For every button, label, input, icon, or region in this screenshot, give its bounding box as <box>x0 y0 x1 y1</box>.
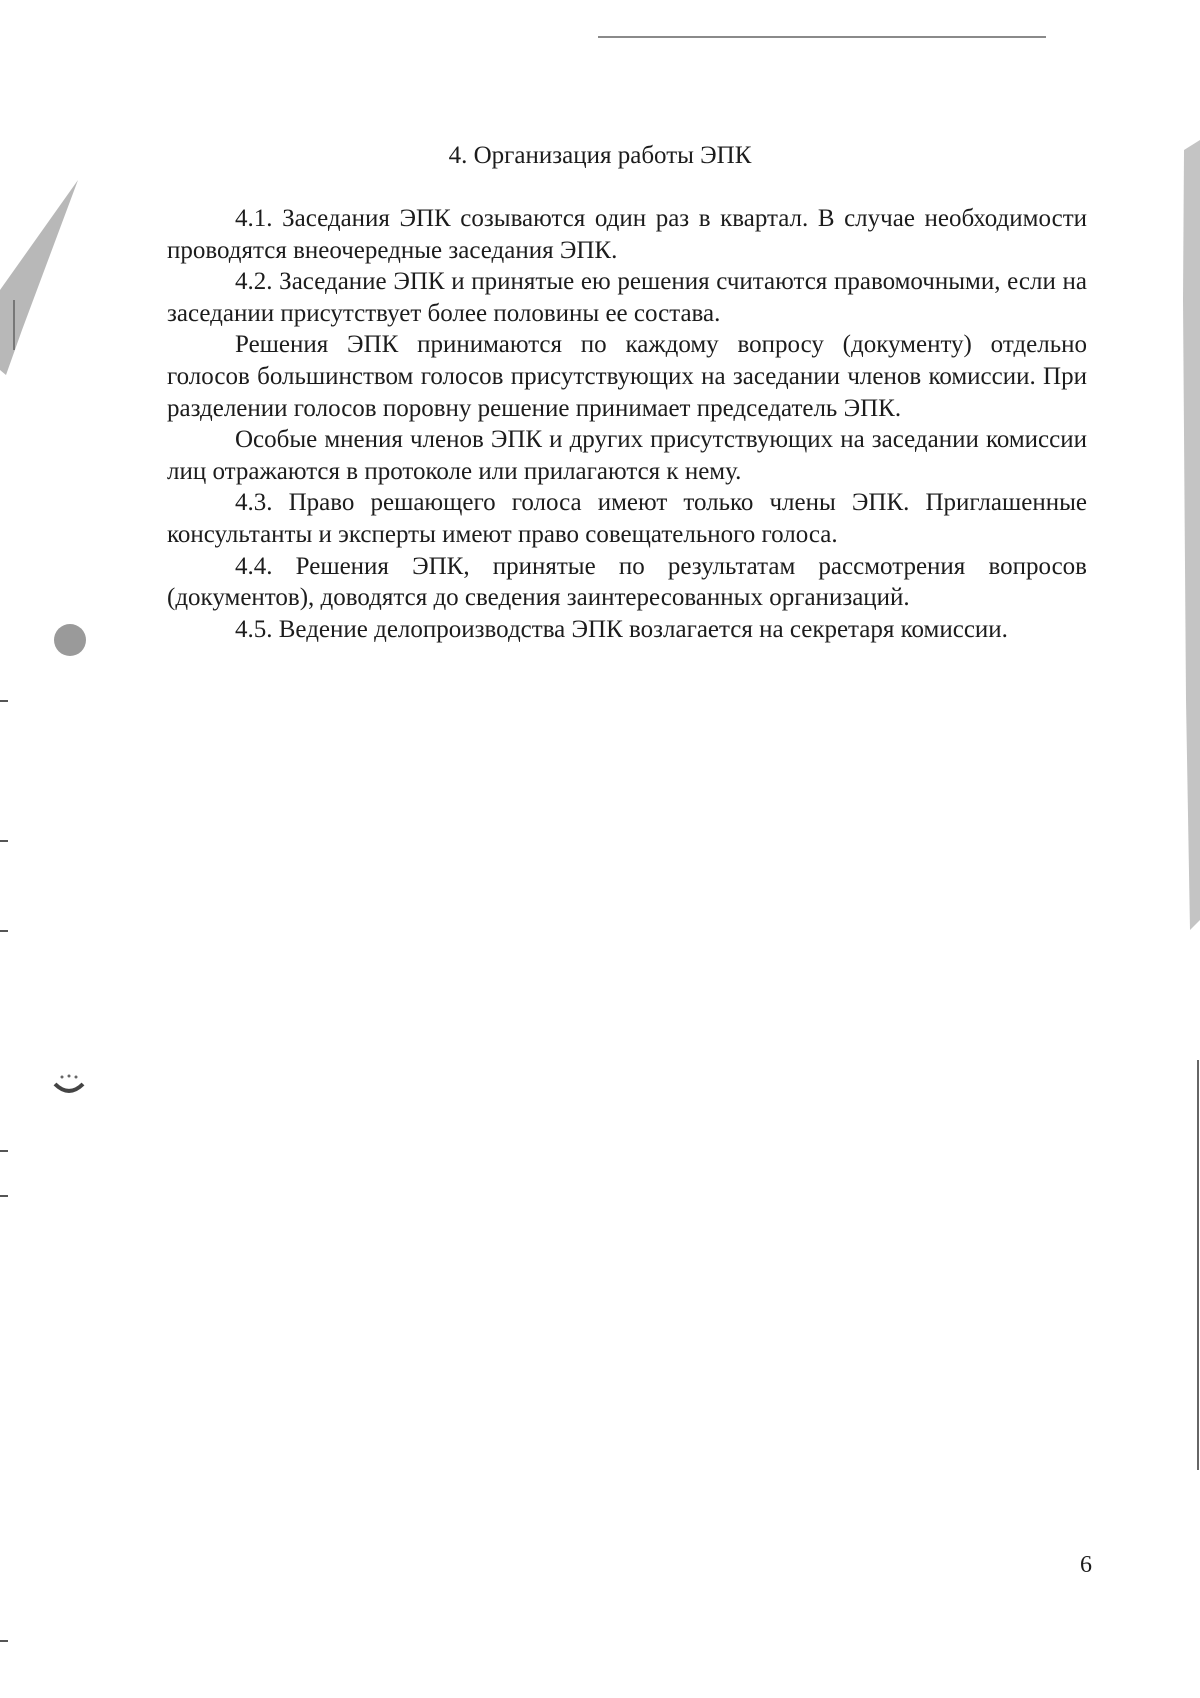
scan-edge-tick <box>0 1195 8 1197</box>
punch-hole-mark <box>54 624 86 656</box>
paragraph-4-1: 4.1. Заседания ЭПК созываются один раз в квартал. В случае необходимости проводятся внеочередные заседания ЭПК. <box>167 205 1087 264</box>
paragraph-dissenting-opinions: Особые мнения членов ЭПК и других присутствующих на заседании комиссии лиц отражаются в протоколе или прилагаются к нему. <box>167 426 1087 485</box>
section-title: 4. Организация работы ЭПК <box>448 142 752 169</box>
paragraph-decisions: Решения ЭПК принимаются по каждому вопросу (документу) отдельно голосов большинством голосов присутствующих на заседании членов комиссии. При разделении голосов поровну решение принимает председатель ЭПК. <box>167 331 1087 422</box>
paragraph-4-3: 4.3. Право решающего голоса имеют только члены ЭПК. Приглашенные консультанты и эксперты имеют право совещательного голоса. <box>167 489 1087 548</box>
paragraph-4-5: 4.5. Ведение делопроизводства ЭПК возлагается на секретаря комиссии. <box>235 615 1008 643</box>
scan-right-edge-shadow <box>1170 0 1200 1698</box>
scan-edge-tick <box>0 700 8 702</box>
section-body <box>167 203 1087 645</box>
scan-edge-tick <box>0 1150 8 1152</box>
scan-edge-tick <box>0 1640 8 1642</box>
paragraph-4-4: 4.4. Решения ЭПК, принятые по результатам рассмотрения вопросов (документов), доводятся до сведения заинтересованных организаций. <box>167 552 1087 612</box>
scan-edge-tick <box>0 930 8 932</box>
scan-left-edge-shadow <box>0 0 90 400</box>
page-number: 6 <box>1080 1552 1092 1578</box>
scan-top-rule <box>598 36 1046 38</box>
scan-smudge-mark <box>52 1072 86 1098</box>
scan-edge-tick <box>0 840 8 842</box>
paragraph-4-2: 4.2. Заседание ЭПК и принятые ею решения считаются правомочными, если на заседании присутствует более половины ее состава. <box>167 268 1087 327</box>
